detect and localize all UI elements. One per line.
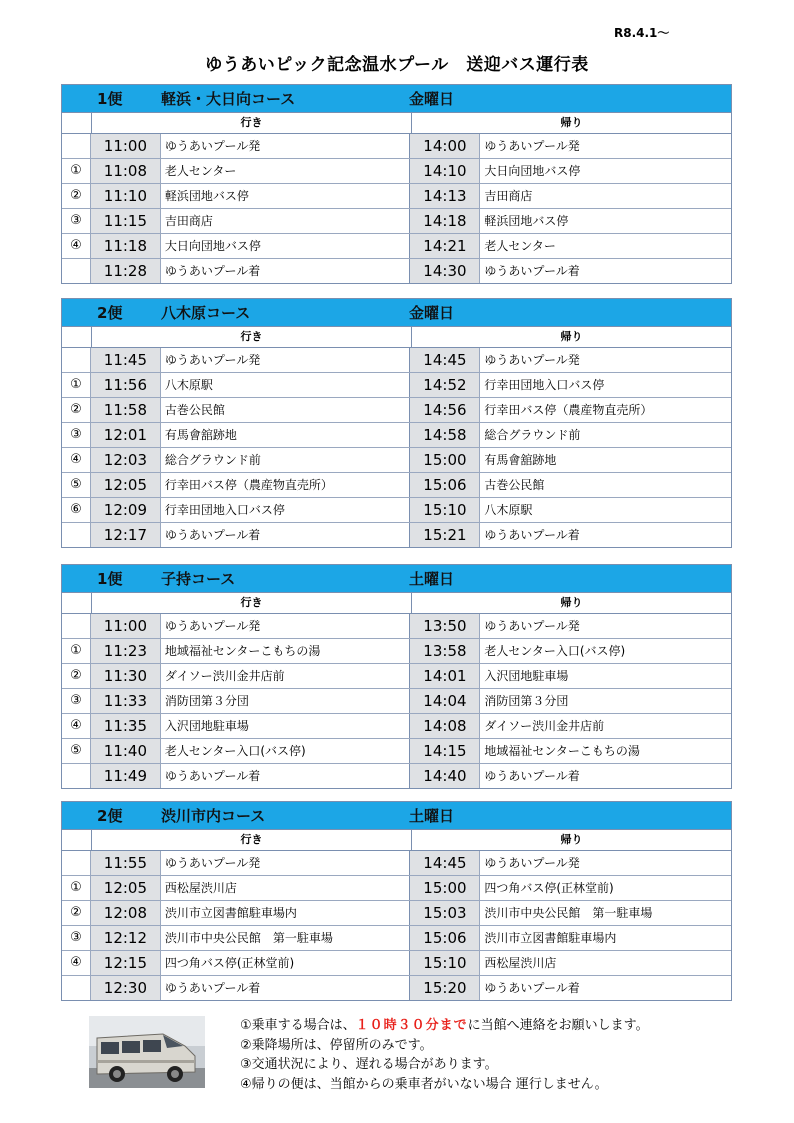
go-stop: 西松屋渋川店 (161, 876, 411, 900)
stop-number (62, 348, 91, 372)
return-time: 14:10 (410, 159, 480, 183)
return-time: 14:13 (410, 184, 480, 208)
stop-number: ③ (62, 689, 91, 713)
go-time: 12:05 (91, 876, 161, 900)
return-stop: 古巻公民館 (484, 478, 545, 492)
stop-number: ② (62, 184, 91, 208)
go-time: 11:28 (91, 259, 161, 283)
stop-number (62, 851, 91, 875)
stop-number: ④ (62, 448, 91, 472)
table-row (62, 473, 731, 498)
schedule-rows (62, 851, 731, 1000)
return-time: 14:45 (410, 851, 480, 875)
route-course: 八木原コース (161, 304, 251, 322)
go-stop: 渋川市立図書館駐車場内 (161, 901, 411, 925)
stop-number: ① (62, 876, 91, 900)
return-time: 15:06 (410, 926, 480, 950)
go-time: 11:49 (91, 764, 161, 788)
go-time: 12:15 (91, 951, 161, 975)
go-stop: ゆうあいプール着 (161, 259, 411, 283)
go-label: 行き (92, 593, 412, 613)
schedule-rows (62, 348, 731, 547)
go-time: 11:10 (91, 184, 161, 208)
return-stop: 総合グラウンド前 (484, 428, 581, 442)
return-stop: ゆうあいプール発 (484, 353, 580, 367)
return-stop: 渋川市中央公民館 第一駐車場 (484, 906, 653, 920)
stop-number: ① (62, 159, 91, 183)
return-time: 14:21 (410, 234, 480, 258)
return-time: 15:00 (410, 876, 480, 900)
table-row (62, 348, 731, 373)
return-time: 14:45 (410, 348, 480, 372)
route-header (62, 565, 731, 593)
return-stop: 地域福祉センターこもちの湯 (484, 744, 640, 758)
direction-header (62, 593, 731, 614)
go-stop: 軽浜団地バス停 (161, 184, 411, 208)
go-time: 11:40 (91, 739, 161, 763)
return-stop: 八木原駅 (484, 503, 533, 517)
stop-number: ④ (62, 951, 91, 975)
route-day: 金曜日 (409, 304, 455, 322)
document-date: R8.4.1～ (614, 26, 670, 40)
return-stop: ダイソー渋川金井店前 (484, 719, 605, 733)
route-course: 軽浜・大日向コース (161, 90, 296, 108)
go-stop: ダイソー渋川金井店前 (161, 664, 411, 688)
return-stop: ゆうあいプール着 (484, 528, 580, 542)
stop-number (62, 614, 91, 638)
stop-number: ⑥ (62, 498, 91, 522)
table-row (62, 951, 731, 976)
go-time: 11:35 (91, 714, 161, 738)
route-day: 金曜日 (409, 90, 455, 108)
route-day: 土曜日 (409, 807, 455, 825)
table-row (62, 159, 731, 184)
return-stop: 有馬會舘跡地 (484, 453, 557, 467)
go-stop: 渋川市中央公民館 第一駐車場 (161, 926, 411, 950)
go-stop: 総合グラウンド前 (161, 448, 411, 472)
stop-number: ③ (62, 423, 91, 447)
return-stop: 老人センター (484, 239, 556, 253)
return-stop: 消防団第３分団 (484, 694, 569, 708)
page-title: ゆうあいピック記念温水プール 送迎バス運行表 (205, 55, 589, 75)
table-row (62, 614, 731, 639)
stop-number: ③ (62, 926, 91, 950)
go-stop: 吉田商店 (161, 209, 411, 233)
table-row (62, 184, 731, 209)
return-stop: 老人センター入口(バス停) (484, 644, 626, 658)
go-label: 行き (92, 113, 412, 133)
go-stop: 入沢団地駐車場 (161, 714, 411, 738)
go-stop: ゆうあいプール発 (161, 851, 411, 875)
return-time: 14:08 (410, 714, 480, 738)
go-time: 11:56 (91, 373, 161, 397)
go-time: 11:00 (91, 134, 161, 158)
go-time: 11:58 (91, 398, 161, 422)
go-stop: ゆうあいプール発 (161, 614, 411, 638)
stop-number (62, 976, 91, 1000)
return-stop: ゆうあいプール発 (484, 856, 580, 870)
return-stop: ゆうあいプール着 (484, 981, 580, 995)
return-time: 15:06 (410, 473, 480, 497)
go-stop: 古巻公民館 (161, 398, 411, 422)
go-stop: ゆうあいプール着 (161, 976, 411, 1000)
stop-number (62, 523, 91, 547)
table-row (62, 739, 731, 764)
return-time: 15:10 (410, 951, 480, 975)
go-stop: ゆうあいプール発 (161, 348, 411, 372)
stop-number: ① (62, 373, 91, 397)
return-stop: 行幸田バス停（農産物直売所） (484, 403, 653, 417)
go-stop: 行幸田団地入口バス停 (161, 498, 411, 522)
table-row (62, 234, 731, 259)
return-time: 14:04 (410, 689, 480, 713)
schedule-rows (62, 134, 731, 283)
return-stop: 西松屋渋川店 (484, 956, 557, 970)
go-stop: 老人センター (161, 159, 411, 183)
table-row (62, 851, 731, 876)
return-stop: 軽浜団地バス停 (484, 214, 569, 228)
go-time: 11:33 (91, 689, 161, 713)
go-stop: 四つ角バス停(正林堂前) (161, 951, 411, 975)
go-stop: 地域福祉センターこもちの湯 (161, 639, 411, 663)
return-stop: 吉田商店 (484, 189, 533, 203)
go-stop: ゆうあいプール発 (161, 134, 411, 158)
return-time: 14:58 (410, 423, 480, 447)
return-stop: 入沢団地駐車場 (484, 669, 569, 683)
route-header (62, 299, 731, 327)
return-stop: ゆうあいプール発 (484, 139, 580, 153)
schedule-rows (62, 614, 731, 788)
table-row (62, 714, 731, 739)
stop-number: ④ (62, 714, 91, 738)
route-table-3 (61, 564, 732, 789)
return-time: 13:50 (410, 614, 480, 638)
go-label: 行き (92, 830, 412, 850)
table-row (62, 398, 731, 423)
note-4: ④帰りの便は、当館からの乗車者がいない場合 運行しません。 (240, 1076, 608, 1092)
route-bin: 1便 (97, 570, 123, 588)
go-time: 11:18 (91, 234, 161, 258)
go-stop: 消防団第３分団 (161, 689, 411, 713)
return-stop: ゆうあいプール発 (484, 619, 580, 633)
go-stop: ゆうあいプール着 (161, 764, 411, 788)
go-time: 11:55 (91, 851, 161, 875)
return-time: 15:10 (410, 498, 480, 522)
table-row (62, 689, 731, 714)
return-time: 14:18 (410, 209, 480, 233)
stop-number: ④ (62, 234, 91, 258)
table-row (62, 498, 731, 523)
return-time: 14:40 (410, 764, 480, 788)
go-time: 12:30 (91, 976, 161, 1000)
return-time: 14:30 (410, 259, 480, 283)
stop-number: ② (62, 901, 91, 925)
return-time: 15:00 (410, 448, 480, 472)
stop-number: ② (62, 664, 91, 688)
table-row (62, 876, 731, 901)
note-highlight: １０時３０分まで (355, 1018, 468, 1033)
go-label: 行き (92, 327, 412, 347)
table-row (62, 664, 731, 689)
return-time: 15:20 (410, 976, 480, 1000)
table-row (62, 448, 731, 473)
return-stop: 渋川市立図書館駐車場内 (484, 931, 617, 945)
go-time: 12:01 (91, 423, 161, 447)
go-time: 12:12 (91, 926, 161, 950)
return-time: 14:15 (410, 739, 480, 763)
route-table-2 (61, 298, 732, 548)
return-time: 14:00 (410, 134, 480, 158)
note-1: ①乗車する場合は、１０時３０分までに当館へ連絡をお願いします。 (240, 1018, 649, 1033)
route-bin: 1便 (97, 90, 123, 108)
table-row (62, 639, 731, 664)
van-photo (89, 1016, 205, 1088)
table-row (62, 259, 731, 283)
stop-number: ⑤ (62, 739, 91, 763)
route-bin: 2便 (97, 807, 123, 825)
go-stop: 大日向団地バス停 (161, 234, 411, 258)
return-time: 15:03 (410, 901, 480, 925)
route-course: 渋川市内コース (161, 807, 266, 825)
go-time: 12:08 (91, 901, 161, 925)
direction-header (62, 113, 731, 134)
return-label: 帰り (560, 596, 583, 609)
go-time: 11:15 (91, 209, 161, 233)
go-stop: 有馬會舘跡地 (161, 423, 411, 447)
table-row (62, 209, 731, 234)
table-row (62, 976, 731, 1000)
table-row (62, 901, 731, 926)
return-time: 14:01 (410, 664, 480, 688)
return-time: 14:56 (410, 398, 480, 422)
go-time: 12:05 (91, 473, 161, 497)
table-row (62, 523, 731, 547)
go-time: 11:45 (91, 348, 161, 372)
go-time: 12:09 (91, 498, 161, 522)
return-time: 14:52 (410, 373, 480, 397)
route-header (62, 802, 731, 830)
go-stop: ゆうあいプール着 (161, 523, 411, 547)
table-row (62, 423, 731, 448)
stop-number: ⑤ (62, 473, 91, 497)
direction-header (62, 830, 731, 851)
return-stop: ゆうあいプール着 (484, 264, 580, 278)
go-time: 11:23 (91, 639, 161, 663)
stop-number: ③ (62, 209, 91, 233)
route-table-1 (61, 84, 732, 284)
note-2: ②乗降場所は、停留所のみです。 (240, 1037, 433, 1053)
go-time: 11:08 (91, 159, 161, 183)
return-label: 帰り (560, 833, 583, 846)
return-time: 13:58 (410, 639, 480, 663)
stop-number (62, 259, 91, 283)
route-day: 土曜日 (409, 570, 455, 588)
return-stop: ゆうあいプール着 (484, 769, 580, 783)
return-stop: 大日向団地バス停 (484, 164, 581, 178)
table-row (62, 373, 731, 398)
table-row (62, 134, 731, 159)
note-3: ③交通状況により、遅れる場合があります。 (240, 1057, 498, 1072)
go-time: 11:30 (91, 664, 161, 688)
route-course: 子持コース (161, 570, 236, 588)
route-header (62, 85, 731, 113)
stop-number: ① (62, 639, 91, 663)
notes (240, 1016, 649, 1094)
route-table-4 (61, 801, 732, 1001)
return-label: 帰り (560, 330, 583, 343)
go-stop: 行幸田バス停（農産物直売所） (161, 473, 411, 497)
stop-number (62, 134, 91, 158)
go-time: 11:00 (91, 614, 161, 638)
stop-number: ② (62, 398, 91, 422)
return-time: 15:21 (410, 523, 480, 547)
go-stop: 老人センター入口(バス停) (161, 739, 411, 763)
direction-header (62, 327, 731, 348)
route-bin: 2便 (97, 304, 123, 322)
return-label: 帰り (560, 116, 583, 129)
go-time: 12:17 (91, 523, 161, 547)
table-row (62, 764, 731, 788)
table-row (62, 926, 731, 951)
stop-number (62, 764, 91, 788)
go-time: 12:03 (91, 448, 161, 472)
return-stop: 四つ角バス停(正林堂前) (484, 881, 614, 895)
return-stop: 行幸田団地入口バス停 (484, 378, 605, 392)
go-stop: 八木原駅 (161, 373, 411, 397)
